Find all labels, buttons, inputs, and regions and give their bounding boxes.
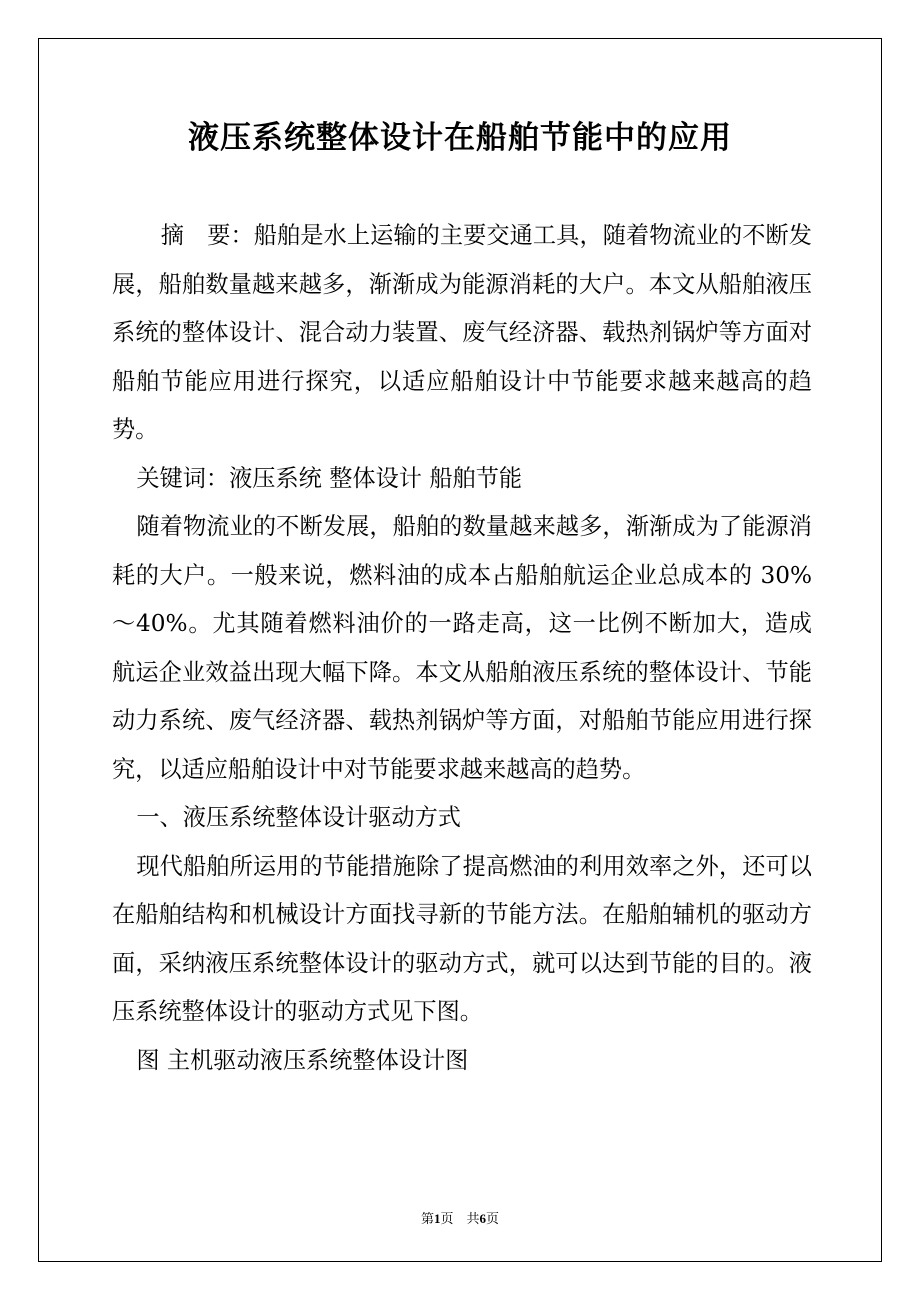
figure-caption: 图 主机驱动液压系统整体设计图 <box>136 1046 469 1074</box>
document-title: 液压系统整体设计在船舶节能中的应用 <box>188 120 732 156</box>
keywords-line: 关键词：液压系统 整体设计 船舶节能 <box>136 464 523 492</box>
footer-suffix: 页 <box>486 1212 500 1227</box>
page-footer <box>0 1208 920 1227</box>
body-paragraph-2: 现代船舶所运用的节能措施除了提高燃油的利用效率之外，还可以在船舶结构和机械设计方面找寻新的节能方法。在船舶辅机的驱动方面，采纳液压系统整体设计的驱动方式，就可以达到节能的目的。液压系统整体设计的驱动方式见下图。 <box>112 852 812 1025</box>
footer-prefix: 第 <box>420 1212 434 1227</box>
section-heading-1: 一、液压系统整体设计驱动方式 <box>136 804 461 831</box>
footer-middle: 页 共 <box>440 1212 480 1227</box>
abstract-paragraph: 摘 要：船舶是水上运输的主要交通工具，随着物流业的不断发展，船舶数量越来越多，渐渐成为能源消耗的大户。本文从船舶液压系统的整体设计、混合动力装置、废气经济器、载热剂锅炉等方面对船舶节能应用进行探究，以适应船舶设计中节能要求越来越高的趋势。 <box>112 222 812 443</box>
body-paragraph-1: 随着物流业的不断发展，船舶的数量越来越多，渐渐成为了能源消耗的大户。一般来说，燃料油的成本占船舶航运企业总成本的 30%～40%。尤其随着燃料油价的一路走高，这一比例不断加大，造成航运企业效益出现大幅下降。本文从船舶液压系统的整体设计、节能动力系统、废气经济器、载热剂锅炉等方面，对船舶节能应用进行探究，以适应船舶设计中对节能要求越来越高的趋势。 <box>112 513 812 783</box>
footer-total-pages: 6 <box>479 1211 486 1226</box>
document-body <box>112 212 812 1085</box>
footer-page-number: 1 <box>433 1211 441 1226</box>
